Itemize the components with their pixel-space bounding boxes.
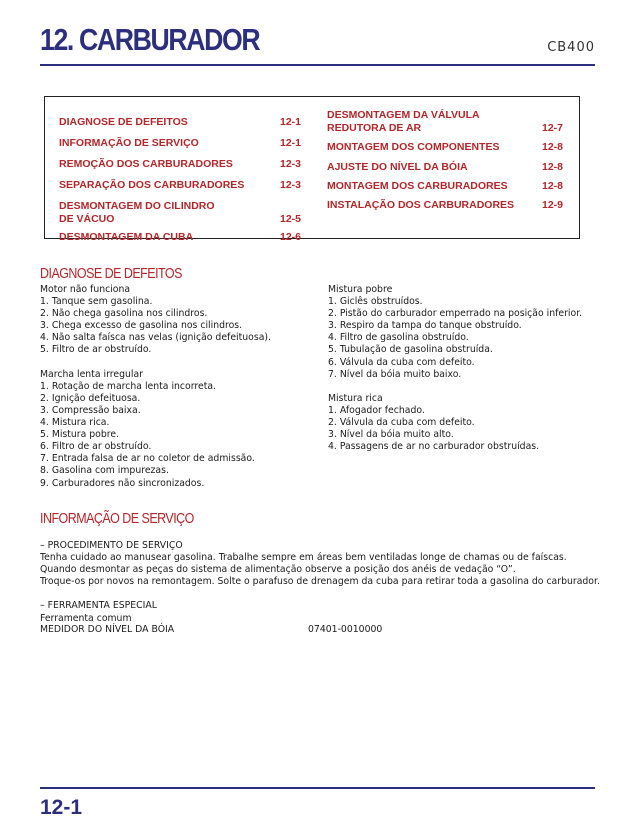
table-of-contents <box>44 96 580 243</box>
toc-page: 12-8 <box>541 141 563 153</box>
toc-item[interactable] <box>327 109 563 135</box>
toc-page: 12-1 <box>279 137 301 149</box>
text-line: Tenha cuidado ao manusear gasolina. Trabalhe sempre em áreas bem ventiladas longe de chamas ou de faíscas. <box>40 552 567 564</box>
text-line: 1. Rotação de marcha lenta incorreta. <box>40 380 217 392</box>
text-line: 4. Passagens de ar no carburador obstruídas. <box>328 441 540 453</box>
text-line <box>40 357 271 369</box>
text-line: 2. Ignição defeituosa. <box>40 392 141 404</box>
text-line: 3. Respiro da tampa do tanque obstruído. <box>328 320 522 332</box>
footer-rule <box>40 787 595 789</box>
text-line: Quando desmontar as peças do sistema de alimentação observe a posição dos anéis de vedação “O”. <box>40 564 516 576</box>
tool-name: MEDIDOR DO NÍVEL DA BÓIA <box>40 624 175 635</box>
toc-page: 12-9 <box>541 199 563 211</box>
toc-page: 12-7 <box>541 122 563 134</box>
text-line: 9. Carburadores não sincronizados. <box>40 477 205 489</box>
text-line: 2. Pistão do carburador emperrado na posição inferior. <box>328 308 583 320</box>
toc-label: DESMONTAGEM DA CUBA <box>59 231 194 243</box>
toc-page: 12-1 <box>279 116 301 128</box>
toc-label: DESMONTAGEM DO CILINDRO DE VÁCUO <box>59 200 215 225</box>
text-line: 1. Tanque sem gasolina. <box>40 296 153 308</box>
text-line: Marcha lenta irregular <box>40 368 143 380</box>
text-line: Mistura pobre <box>328 284 393 295</box>
toc-label: INFORMAÇÃO DE SERVIÇO <box>59 137 199 149</box>
text-line: 7. Nível da bóia muito baixo. <box>328 368 462 380</box>
toc-label: AJUSTE DO NÍVEL DA BÓIA <box>327 161 468 173</box>
toc-page: 12-3 <box>279 179 301 191</box>
service-text <box>40 540 600 625</box>
toc-page: 12-5 <box>279 213 301 225</box>
toc-label: DESMONTAGEM DA VÁLVULA REDUTORA DE AR <box>327 109 480 134</box>
text-line: 3. Chega excesso de gasolina nos cilindros. <box>40 320 243 332</box>
diagnose-title: DIAGNOSE DE DEFEITOS <box>40 266 182 282</box>
text-line: Ferramenta comum <box>40 612 132 624</box>
toc-page: 12-8 <box>541 180 563 192</box>
text-line: 4. Filtro de gasolina obstruído. <box>328 332 469 344</box>
toc-label: INSTALAÇÃO DOS CARBURADORES <box>327 199 515 211</box>
toc-label: MONTAGEM DOS COMPONENTES <box>327 141 500 153</box>
text-line <box>328 381 582 393</box>
text-line: Motor não funciona <box>40 284 131 295</box>
text-line: Mistura rica <box>328 392 383 404</box>
toc-page: 12-8 <box>541 161 563 173</box>
chapter-title: 12. CARBURADOR <box>40 22 260 57</box>
text-line: 3. Compressão baixa. <box>40 404 141 416</box>
text-line: 1. Giclês obstruídos. <box>328 296 423 308</box>
text-line: Troque-os por novos na remontagem. Solte o parafuso de drenagem da cuba para retirar toda a gasolina do carburador. <box>40 576 600 588</box>
text-line <box>40 588 600 600</box>
toc-page: 12-3 <box>279 158 301 170</box>
diagnose-right-column <box>328 284 582 453</box>
tool-code: 07401-0010000 <box>308 624 383 635</box>
text-line: 4. Não salta faísca nas velas (ignição defeituosa). <box>40 332 271 344</box>
toc-page: 12-6 <box>279 231 301 243</box>
toc-label: SEPARAÇÃO DOS CARBURADORES <box>59 179 245 191</box>
text-line: 2. Não chega gasolina nos cilindros. <box>40 308 208 320</box>
text-line: 4. Mistura rica. <box>40 417 110 429</box>
text-line: 2. Válvula da cuba com defeito. <box>328 417 475 429</box>
toc-label: REMOÇÃO DOS CARBURADORES <box>59 158 233 170</box>
page-number: 12-1 <box>40 796 83 819</box>
model-name: CB400 <box>547 40 595 55</box>
text-line: 5. Tubulação de gasolina obstruída. <box>328 344 493 356</box>
text-line: 6. Válvula da cuba com defeito. <box>328 356 475 368</box>
text-line: 1. Afogador fechado. <box>328 404 425 416</box>
toc-item[interactable] <box>59 200 301 226</box>
text-line: – FERRAMENTA ESPECIAL <box>40 600 157 612</box>
diagnose-left-column <box>40 284 271 490</box>
service-title: INFORMAÇÃO DE SERVIÇO <box>40 511 194 527</box>
text-line: 6. Filtro de ar obstruído. <box>40 441 152 453</box>
toc-label: DIAGNOSE DE DEFEITOS <box>59 116 188 128</box>
header-rule <box>40 64 595 66</box>
text-line: 3. Nível da bóia muito alto. <box>328 429 454 441</box>
text-line: 5. Filtro de ar obstruído. <box>40 344 152 356</box>
toc-label: MONTAGEM DOS CARBURADORES <box>327 180 508 192</box>
text-line: 8. Gasolina com impurezas. <box>40 465 169 477</box>
text-line: 5. Mistura pobre. <box>40 429 120 441</box>
text-line: 7. Entrada falsa de ar no coletor de admissão. <box>40 453 255 465</box>
text-line: – PROCEDIMENTO DE SERVIÇO <box>40 540 183 551</box>
